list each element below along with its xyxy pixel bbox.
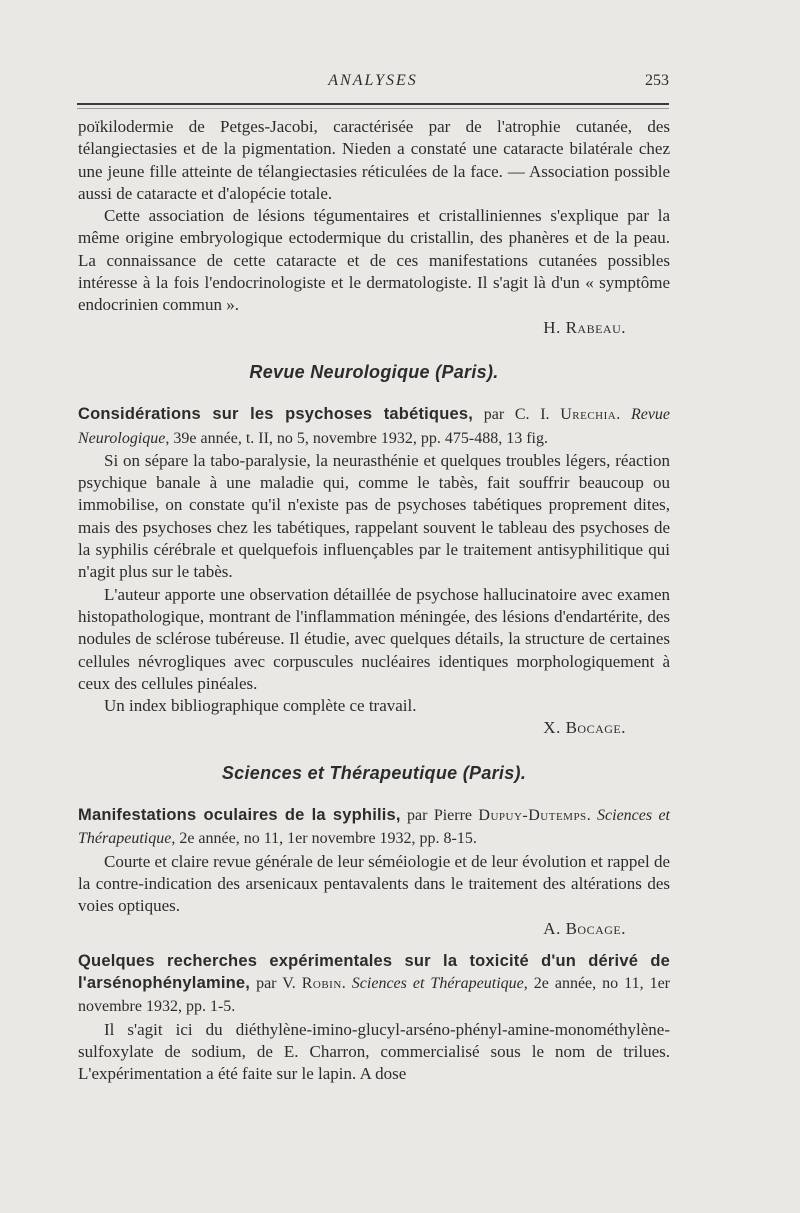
article-ref-text: .: [341, 975, 352, 993]
article-title: Manifestations oculaires de la syphilis,: [78, 806, 401, 825]
signature: H. Rabeau.: [543, 317, 626, 337]
article-author: Robin: [301, 975, 342, 993]
article-ref-text: par C. I.: [473, 406, 561, 424]
article-journal: Revue Neurologique: [78, 406, 671, 447]
running-header: [77, 72, 669, 98]
article-paragraph: Si on sépare la tabo-paralysie, la neurasthénie et quelques troubles légers, réaction psychique banale à une maladie qui, comme le tabès, fait souffrir beaucoup ou immobilise, on constate qu'il n'existe pas de psychoses tabétiques proprement dites, mais des psychoses chez les tabétiques, rappelant souvent le tableau des psychoses de la syphilis cérébrale et quelquefois influençables par le traitement antisyphilitique qui n'agit plus sur le tabès.: [78, 450, 670, 582]
section-heading: Revue Neurologique (Paris).: [249, 361, 499, 382]
section-heading: Sciences et Thérapeutique (Paris).: [221, 762, 527, 783]
page-number: 253: [645, 72, 669, 89]
article-entry: [78, 403, 670, 739]
header-rule: [77, 103, 669, 105]
article-title: Quelques recherches expérimentales sur la toxicité d'un dérivé de l'arsénophénylamine,: [78, 951, 670, 993]
article-author: Dupuy-Dutemps: [478, 807, 587, 825]
article-entry: [78, 804, 670, 940]
article-paragraph: L'auteur apporte une observation détaillée de psychose hallucinatoire avec examen histopathologique, montrant de l'inflammation méningée, des lésions d'endartérite, des nodules de sclérose tubéreuse. Il étudie, avec quelques détails, la structure de certaines cellules névrogliques avec corpuscules nucléaires identiques morphologiquement à ceux des cellules pinéales.: [78, 584, 670, 693]
article-citation: , 39e année, t. II, no 5, novembre 1932, pp. 475-488, 13 fig.: [165, 429, 548, 447]
article-journal: Sciences et Thérapeutique: [351, 975, 524, 993]
article-citation: , 2e année, no 11, 1er novembre 1932, pp. 8-15.: [171, 830, 477, 848]
article-ref-text: par Pierre: [400, 807, 479, 825]
article-ref-text: .: [586, 807, 598, 825]
intro-paragraph: poïkilodermie de Petges-Jacobi, caractérisée par de l'atrophie cutanée, des télangiectasies et de la pigmentation. Nieden a constaté une cataracte bilatérale chez une jeune fille atteinte de télangiectasies réticulées de la face. — Association possible aussi de cataracte et d'alopécie totale.: [78, 117, 670, 203]
article-citation: , 2e année, no 11, 1er novembre 1932, pp. 1-5.: [78, 975, 671, 1016]
article-entry: [78, 950, 670, 1086]
article-paragraph: Courte et claire revue générale de leur séméiologie et de leur évolution et rappel de la contre-indication des arsenicaux pentavalents dans le traitement des altérations des voies optiques.: [78, 851, 670, 916]
article-title: Considérations sur les psychoses tabétiques,: [78, 405, 474, 424]
header-rule-thin: [77, 108, 669, 109]
article-ref-text: .: [616, 406, 631, 424]
intro-paragraph: Cette association de lésions tégumentaires et cristalliniennes s'explique par la même origine embryologique ectodermique du cristallin, des phanères et de la peau. La connaissance de cette cataracte et de ces manifestations cutanées possibles intéresse à la fois l'endocrinologiste et le dermatologiste. Il s'agit là d'un « symptôme endocrinien commun ».: [78, 206, 670, 315]
article-paragraph: Il s'agit ici du diéthylène-imino-glucyl-arséno-phényl-amine-monométhylène-sulfoxylate de sodium, de E. Charron, commercialisé sous le nom de trilues. L'expérimentation a été faite sur le lapin. A dose: [78, 1019, 670, 1084]
page-body: [78, 116, 670, 1086]
article-ref-text: par V.: [250, 975, 302, 993]
header-title: ANALYSES: [328, 72, 418, 89]
article-author: Urechia: [560, 406, 617, 424]
signature: A. Bocage.: [543, 918, 626, 938]
signature: X. Bocage.: [543, 718, 626, 738]
article-journal: Sciences et Thérapeutique: [78, 807, 670, 848]
article-paragraph: Un index bibliographique complète ce travail.: [104, 696, 417, 716]
